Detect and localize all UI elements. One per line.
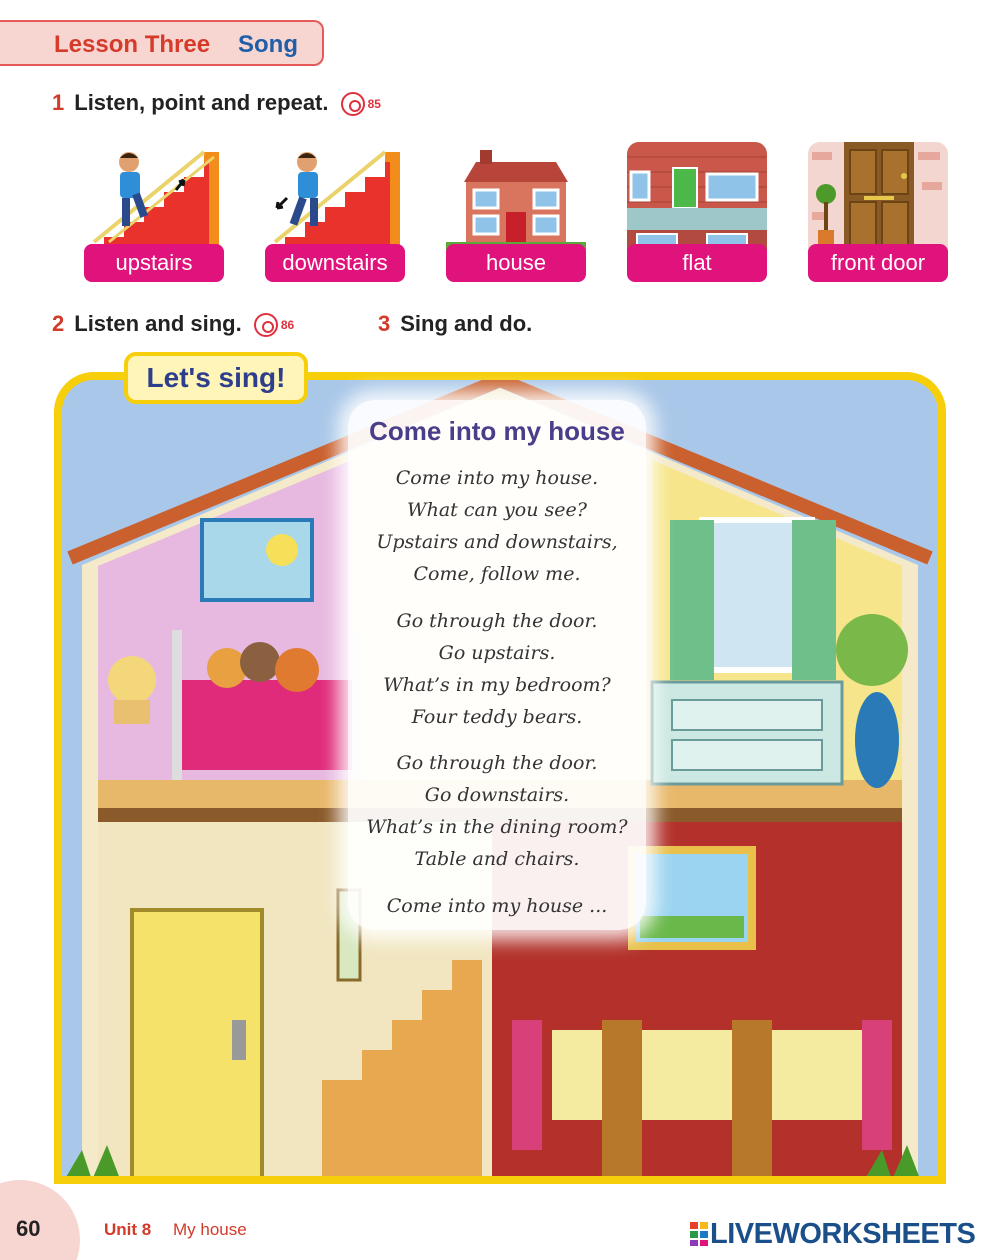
lyric-line: Go upstairs. [438,642,556,664]
boy-descending-stairs-icon [265,142,405,252]
activity-3-text: Sing and do. [400,311,533,336]
vocab-label: house [446,244,586,282]
audio-cd-icon[interactable] [254,313,278,337]
lyric-line: What can you see? [407,499,587,521]
lyric-line: Come into my house. [395,467,599,489]
boy-climbing-stairs-icon [84,142,224,252]
footer-unit: Unit 8 [104,1220,152,1239]
lyric-line: Go through the door. [396,752,598,774]
stanza-2 [348,605,646,733]
front-door-icon [808,142,948,252]
activity-3-number: 3 [378,311,391,336]
activity-3 [378,311,532,337]
liveworksheets-mark-icon [690,1222,708,1246]
lyric-line: Table and chairs. [414,848,580,870]
lyric-line: Go through the door. [396,610,598,632]
vocab-card-downstairs[interactable] [265,142,405,282]
activity-2-number: 2 [52,311,65,336]
lyric-line: Go downstairs. [424,784,570,806]
house-icon [446,142,586,252]
activity-2-text: Listen and sing. [74,311,242,336]
activity-1-text: Listen, point and repeat. [74,90,329,115]
vocab-card-upstairs[interactable] [84,142,224,282]
lets-sing-tag: Let's sing! [124,352,308,404]
vocab-label: downstairs [265,244,405,282]
activity-2 [52,311,294,337]
song-title: Come into my house [369,416,625,446]
lesson-label: Lesson Three [54,31,211,58]
lesson-type: Song [238,31,298,58]
vocab-card-house[interactable] [446,142,586,282]
flat-building-icon [627,142,767,252]
track-number: 85 [367,97,381,112]
lyric-line: Come, follow me. [413,563,581,585]
vocab-label: flat [627,244,767,282]
lyric-line: Come into my house ... [386,895,608,917]
liveworksheets-logo[interactable] [690,1218,975,1251]
lyric-line: What’s in my bedroom? [383,674,611,696]
activity-1-number: 1 [52,90,65,115]
lyric-line: Four teddy bears. [411,706,583,728]
vocab-card-flat[interactable] [627,142,767,282]
vocab-label: front door [808,244,948,282]
footer-unit-title: My house [173,1220,247,1239]
page-number: 60 [16,1216,41,1241]
audio-cd-icon[interactable] [341,92,365,116]
song-lyrics-panel [348,400,646,930]
lyric-line: What’s in the dining room? [366,816,628,838]
stanza-3 [348,747,646,875]
stanza-4 [348,890,646,922]
activity-1 [52,90,381,116]
track-number: 86 [280,318,295,333]
stanza-1 [348,462,646,590]
lesson-tab [0,20,324,66]
lyric-line: Upstairs and downstairs, [376,531,618,553]
brand-name: LIVEWORKSHEETS [710,1218,976,1250]
vocab-card-front-door[interactable] [808,142,948,282]
vocab-label: upstairs [84,244,224,282]
